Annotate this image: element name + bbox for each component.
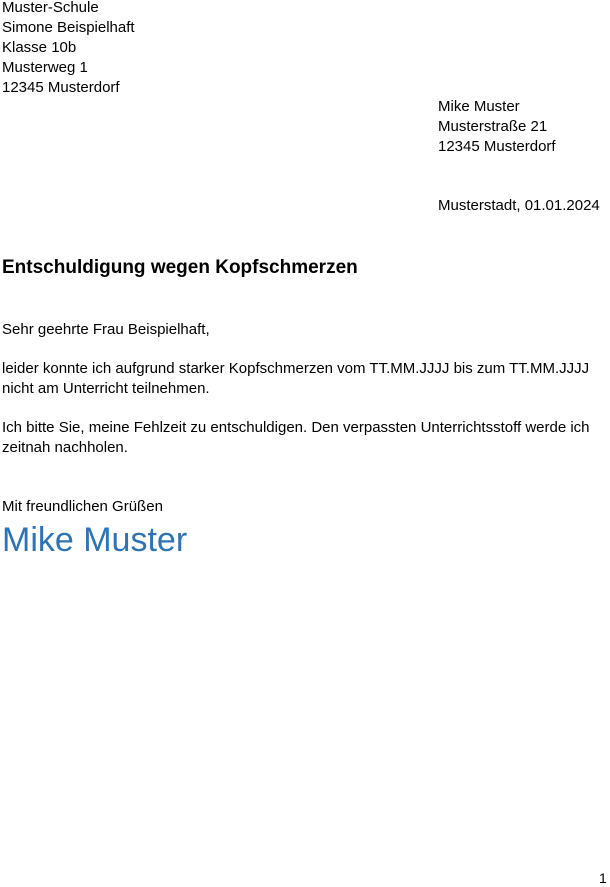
closing: Mit freundlichen Grüßen: [2, 498, 163, 515]
recipient-name: Mike Muster: [438, 98, 520, 115]
page-number: 1: [599, 870, 607, 886]
letter-subject: Entschuldigung wegen Kopfschmerzen: [2, 257, 358, 278]
sender-class: Klasse 10b: [2, 39, 77, 56]
sender-teacher: Simone Beispielhaft: [2, 19, 135, 36]
sender-city: 12345 Musterdorf: [2, 79, 120, 96]
recipient-street: Musterstraße 21: [438, 118, 548, 135]
body-paragraph: leider konnte ich aufgrund starker Kopfschmerzen vom TT.MM.JJJJ bis zum TT.MM.JJJJ nicht am Unterricht teilnehmen.: [2, 360, 590, 397]
sender-school: Muster-Schule: [2, 0, 99, 16]
salutation: Sehr geehrte Frau Beispielhaft,: [2, 321, 210, 338]
recipient-city: 12345 Musterdorf: [438, 138, 556, 155]
sender-street: Musterweg 1: [2, 59, 88, 76]
signature: Mike Muster: [2, 521, 188, 559]
date-line: Musterstadt, 01.01.2024: [438, 197, 600, 214]
body-paragraph: Ich bitte Sie, meine Fehlzeit zu entschuldigen. Den verpassten Unterrichtsstoff werde ich zeitnah nachholen.: [2, 419, 590, 456]
